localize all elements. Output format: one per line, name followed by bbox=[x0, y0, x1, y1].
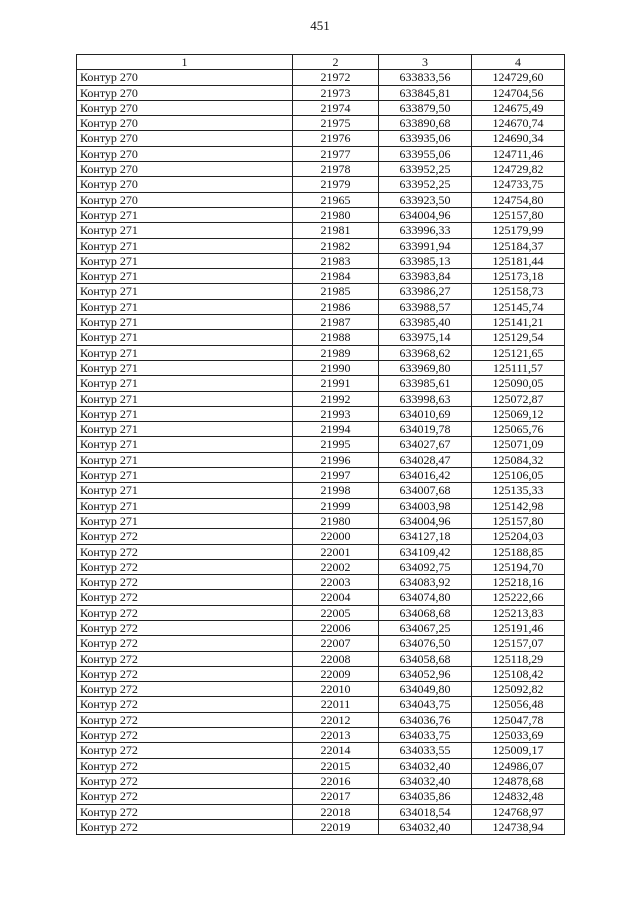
table-row bbox=[77, 483, 565, 498]
x-coordinate-cell: 633998,63 bbox=[379, 391, 472, 406]
x-coordinate-cell: 633988,57 bbox=[379, 299, 472, 314]
y-coordinate-cell: 125071,09 bbox=[472, 437, 565, 452]
y-coordinate-cell: 125118,29 bbox=[472, 651, 565, 666]
table-row bbox=[77, 192, 565, 207]
point-number-cell: 21999 bbox=[293, 498, 379, 513]
point-number-cell: 21990 bbox=[293, 360, 379, 375]
x-coordinate-cell: 633983,84 bbox=[379, 269, 472, 284]
contour-name-cell: Контур 271 bbox=[77, 207, 293, 222]
column-header: 2 bbox=[293, 55, 379, 70]
x-coordinate-cell: 634003,98 bbox=[379, 498, 472, 513]
table-row bbox=[77, 697, 565, 712]
contour-name-cell: Контур 272 bbox=[77, 605, 293, 620]
x-coordinate-cell: 634036,76 bbox=[379, 712, 472, 727]
x-coordinate-cell: 634016,42 bbox=[379, 468, 472, 483]
point-number-cell: 21982 bbox=[293, 238, 379, 253]
point-number-cell: 22001 bbox=[293, 544, 379, 559]
y-coordinate-cell: 125142,98 bbox=[472, 498, 565, 513]
y-coordinate-cell: 125056,48 bbox=[472, 697, 565, 712]
table-row bbox=[77, 330, 565, 345]
y-coordinate-cell: 125222,66 bbox=[472, 590, 565, 605]
y-coordinate-cell: 124768,97 bbox=[472, 804, 565, 819]
point-number-cell: 21981 bbox=[293, 223, 379, 238]
point-number-cell: 21965 bbox=[293, 192, 379, 207]
point-number-cell: 22018 bbox=[293, 804, 379, 819]
x-coordinate-cell: 633996,33 bbox=[379, 223, 472, 238]
point-number-cell: 22008 bbox=[293, 651, 379, 666]
x-coordinate-cell: 634043,75 bbox=[379, 697, 472, 712]
table-row bbox=[77, 575, 565, 590]
y-coordinate-cell: 125084,32 bbox=[472, 452, 565, 467]
point-number-cell: 21987 bbox=[293, 315, 379, 330]
x-coordinate-cell: 634032,40 bbox=[379, 773, 472, 788]
point-number-cell: 22017 bbox=[293, 789, 379, 804]
point-number-cell: 22003 bbox=[293, 575, 379, 590]
contour-name-cell: Контур 272 bbox=[77, 666, 293, 681]
table-row bbox=[77, 468, 565, 483]
x-coordinate-cell: 634092,75 bbox=[379, 559, 472, 574]
contour-name-cell: Контур 271 bbox=[77, 315, 293, 330]
x-coordinate-cell: 634109,42 bbox=[379, 544, 472, 559]
contour-name-cell: Контур 272 bbox=[77, 804, 293, 819]
y-coordinate-cell: 125158,73 bbox=[472, 284, 565, 299]
x-coordinate-cell: 633845,81 bbox=[379, 85, 472, 100]
x-coordinate-cell: 634004,96 bbox=[379, 513, 472, 528]
point-number-cell: 22005 bbox=[293, 605, 379, 620]
x-coordinate-cell: 634049,80 bbox=[379, 682, 472, 697]
point-number-cell: 21998 bbox=[293, 483, 379, 498]
point-number-cell: 22007 bbox=[293, 636, 379, 651]
x-coordinate-cell: 634058,68 bbox=[379, 651, 472, 666]
point-number-cell: 22004 bbox=[293, 590, 379, 605]
y-coordinate-cell: 125121,65 bbox=[472, 345, 565, 360]
x-coordinate-cell: 634027,67 bbox=[379, 437, 472, 452]
contour-name-cell: Контур 272 bbox=[77, 620, 293, 635]
contour-name-cell: Контур 272 bbox=[77, 789, 293, 804]
contour-name-cell: Контур 270 bbox=[77, 177, 293, 192]
contour-name-cell: Контур 272 bbox=[77, 819, 293, 834]
y-coordinate-cell: 125181,44 bbox=[472, 253, 565, 268]
x-coordinate-cell: 634068,68 bbox=[379, 605, 472, 620]
x-coordinate-cell: 633968,62 bbox=[379, 345, 472, 360]
y-coordinate-cell: 124738,94 bbox=[472, 819, 565, 834]
contour-name-cell: Контур 271 bbox=[77, 238, 293, 253]
table-row bbox=[77, 666, 565, 681]
table-row bbox=[77, 299, 565, 314]
point-number-cell: 21991 bbox=[293, 376, 379, 391]
table-row bbox=[77, 85, 565, 100]
x-coordinate-cell: 633952,25 bbox=[379, 177, 472, 192]
y-coordinate-cell: 125213,83 bbox=[472, 605, 565, 620]
y-coordinate-cell: 125069,12 bbox=[472, 406, 565, 421]
x-coordinate-cell: 634074,80 bbox=[379, 590, 472, 605]
contour-name-cell: Контур 270 bbox=[77, 162, 293, 177]
y-coordinate-cell: 125188,85 bbox=[472, 544, 565, 559]
contour-name-cell: Контур 271 bbox=[77, 391, 293, 406]
point-number-cell: 21976 bbox=[293, 131, 379, 146]
table-row bbox=[77, 223, 565, 238]
table-row bbox=[77, 452, 565, 467]
x-coordinate-cell: 633991,94 bbox=[379, 238, 472, 253]
point-number-cell: 22015 bbox=[293, 758, 379, 773]
y-coordinate-cell: 125090,05 bbox=[472, 376, 565, 391]
table-row bbox=[77, 360, 565, 375]
point-number-cell: 21978 bbox=[293, 162, 379, 177]
x-coordinate-cell: 633985,61 bbox=[379, 376, 472, 391]
table-row bbox=[77, 651, 565, 666]
table-row bbox=[77, 207, 565, 222]
x-coordinate-cell: 634083,92 bbox=[379, 575, 472, 590]
contour-name-cell: Контур 271 bbox=[77, 498, 293, 513]
point-number-cell: 22019 bbox=[293, 819, 379, 834]
point-number-cell: 22014 bbox=[293, 743, 379, 758]
point-number-cell: 21997 bbox=[293, 468, 379, 483]
y-coordinate-cell: 124670,74 bbox=[472, 116, 565, 131]
point-number-cell: 21983 bbox=[293, 253, 379, 268]
point-number-cell: 22010 bbox=[293, 682, 379, 697]
y-coordinate-cell: 125191,46 bbox=[472, 620, 565, 635]
x-coordinate-cell: 634010,69 bbox=[379, 406, 472, 421]
x-coordinate-cell: 634052,96 bbox=[379, 666, 472, 681]
x-coordinate-cell: 633879,50 bbox=[379, 100, 472, 115]
point-number-cell: 22002 bbox=[293, 559, 379, 574]
y-coordinate-cell: 125194,70 bbox=[472, 559, 565, 574]
table-row bbox=[77, 376, 565, 391]
point-number-cell: 22013 bbox=[293, 728, 379, 743]
point-number-cell: 22006 bbox=[293, 620, 379, 635]
x-coordinate-cell: 633985,13 bbox=[379, 253, 472, 268]
table-row bbox=[77, 422, 565, 437]
contour-name-cell: Контур 270 bbox=[77, 70, 293, 85]
x-coordinate-cell: 633969,80 bbox=[379, 360, 472, 375]
y-coordinate-cell: 124711,46 bbox=[472, 146, 565, 161]
table-row bbox=[77, 315, 565, 330]
y-coordinate-cell: 125218,16 bbox=[472, 575, 565, 590]
contour-name-cell: Контур 272 bbox=[77, 590, 293, 605]
y-coordinate-cell: 124675,49 bbox=[472, 100, 565, 115]
table-row bbox=[77, 743, 565, 758]
point-number-cell: 21989 bbox=[293, 345, 379, 360]
table-row bbox=[77, 804, 565, 819]
y-coordinate-cell: 124733,75 bbox=[472, 177, 565, 192]
y-coordinate-cell: 124754,80 bbox=[472, 192, 565, 207]
table-row bbox=[77, 819, 565, 834]
contour-name-cell: Контур 272 bbox=[77, 743, 293, 758]
y-coordinate-cell: 125157,80 bbox=[472, 513, 565, 528]
point-number-cell: 22009 bbox=[293, 666, 379, 681]
y-coordinate-cell: 124704,56 bbox=[472, 85, 565, 100]
x-coordinate-cell: 634007,68 bbox=[379, 483, 472, 498]
x-coordinate-cell: 633935,06 bbox=[379, 131, 472, 146]
x-coordinate-cell: 633975,14 bbox=[379, 330, 472, 345]
x-coordinate-cell: 634018,54 bbox=[379, 804, 472, 819]
y-coordinate-cell: 125173,18 bbox=[472, 269, 565, 284]
point-number-cell: 21977 bbox=[293, 146, 379, 161]
table-row bbox=[77, 437, 565, 452]
table-row bbox=[77, 682, 565, 697]
header-row bbox=[77, 55, 565, 70]
table-row bbox=[77, 513, 565, 528]
table-row bbox=[77, 238, 565, 253]
table-row bbox=[77, 162, 565, 177]
contour-name-cell: Контур 272 bbox=[77, 728, 293, 743]
y-coordinate-cell: 125145,74 bbox=[472, 299, 565, 314]
x-coordinate-cell: 634035,86 bbox=[379, 789, 472, 804]
x-coordinate-cell: 634004,96 bbox=[379, 207, 472, 222]
contour-name-cell: Контур 271 bbox=[77, 452, 293, 467]
point-number-cell: 21972 bbox=[293, 70, 379, 85]
contour-name-cell: Контур 271 bbox=[77, 330, 293, 345]
y-coordinate-cell: 124878,68 bbox=[472, 773, 565, 788]
coordinates-table bbox=[76, 54, 565, 835]
point-number-cell: 21994 bbox=[293, 422, 379, 437]
x-coordinate-cell: 634127,18 bbox=[379, 529, 472, 544]
y-coordinate-cell: 124986,07 bbox=[472, 758, 565, 773]
table-row bbox=[77, 590, 565, 605]
contour-name-cell: Контур 272 bbox=[77, 682, 293, 697]
y-coordinate-cell: 125184,37 bbox=[472, 238, 565, 253]
x-coordinate-cell: 634032,40 bbox=[379, 819, 472, 834]
point-number-cell: 21980 bbox=[293, 513, 379, 528]
y-coordinate-cell: 124729,60 bbox=[472, 70, 565, 85]
table-row bbox=[77, 406, 565, 421]
point-number-cell: 21980 bbox=[293, 207, 379, 222]
table-row bbox=[77, 758, 565, 773]
contour-name-cell: Контур 272 bbox=[77, 636, 293, 651]
table-row bbox=[77, 773, 565, 788]
contour-name-cell: Контур 272 bbox=[77, 529, 293, 544]
contour-name-cell: Контур 272 bbox=[77, 758, 293, 773]
table-row bbox=[77, 146, 565, 161]
table-row bbox=[77, 269, 565, 284]
table-row bbox=[77, 131, 565, 146]
contour-name-cell: Контур 272 bbox=[77, 697, 293, 712]
contour-name-cell: Контур 270 bbox=[77, 146, 293, 161]
y-coordinate-cell: 124690,34 bbox=[472, 131, 565, 146]
contour-name-cell: Контур 271 bbox=[77, 345, 293, 360]
y-coordinate-cell: 125179,99 bbox=[472, 223, 565, 238]
table-row bbox=[77, 605, 565, 620]
y-coordinate-cell: 125204,03 bbox=[472, 529, 565, 544]
contour-name-cell: Контур 270 bbox=[77, 131, 293, 146]
point-number-cell: 22000 bbox=[293, 529, 379, 544]
y-coordinate-cell: 125009,17 bbox=[472, 743, 565, 758]
y-coordinate-cell: 125092,82 bbox=[472, 682, 565, 697]
point-number-cell: 21995 bbox=[293, 437, 379, 452]
y-coordinate-cell: 125141,21 bbox=[472, 315, 565, 330]
contour-name-cell: Контур 272 bbox=[77, 651, 293, 666]
point-number-cell: 21996 bbox=[293, 452, 379, 467]
table-row bbox=[77, 789, 565, 804]
contour-name-cell: Контур 271 bbox=[77, 468, 293, 483]
contour-name-cell: Контур 271 bbox=[77, 513, 293, 528]
contour-name-cell: Контур 271 bbox=[77, 406, 293, 421]
y-coordinate-cell: 125111,57 bbox=[472, 360, 565, 375]
contour-name-cell: Контур 271 bbox=[77, 269, 293, 284]
table-row bbox=[77, 636, 565, 651]
contour-name-cell: Контур 271 bbox=[77, 253, 293, 268]
contour-name-cell: Контур 270 bbox=[77, 192, 293, 207]
table-row bbox=[77, 544, 565, 559]
point-number-cell: 22016 bbox=[293, 773, 379, 788]
contour-name-cell: Контур 270 bbox=[77, 100, 293, 115]
x-coordinate-cell: 633952,25 bbox=[379, 162, 472, 177]
x-coordinate-cell: 634032,40 bbox=[379, 758, 472, 773]
contour-name-cell: Контур 272 bbox=[77, 575, 293, 590]
y-coordinate-cell: 125047,78 bbox=[472, 712, 565, 727]
contour-name-cell: Контур 271 bbox=[77, 437, 293, 452]
contour-name-cell: Контур 270 bbox=[77, 116, 293, 131]
y-coordinate-cell: 125106,05 bbox=[472, 468, 565, 483]
contour-name-cell: Контур 270 bbox=[77, 85, 293, 100]
point-number-cell: 21984 bbox=[293, 269, 379, 284]
table-row bbox=[77, 284, 565, 299]
contour-name-cell: Контур 271 bbox=[77, 223, 293, 238]
table-row bbox=[77, 177, 565, 192]
x-coordinate-cell: 634067,25 bbox=[379, 620, 472, 635]
y-coordinate-cell: 125108,42 bbox=[472, 666, 565, 681]
table-row bbox=[77, 728, 565, 743]
point-number-cell: 22012 bbox=[293, 712, 379, 727]
table-body bbox=[77, 70, 565, 835]
contour-name-cell: Контур 271 bbox=[77, 422, 293, 437]
table-row bbox=[77, 253, 565, 268]
contour-name-cell: Контур 271 bbox=[77, 360, 293, 375]
y-coordinate-cell: 124832,48 bbox=[472, 789, 565, 804]
contour-name-cell: Контур 272 bbox=[77, 544, 293, 559]
contour-name-cell: Контур 272 bbox=[77, 712, 293, 727]
table-row bbox=[77, 70, 565, 85]
column-header: 3 bbox=[379, 55, 472, 70]
point-number-cell: 21993 bbox=[293, 406, 379, 421]
x-coordinate-cell: 633985,40 bbox=[379, 315, 472, 330]
table-row bbox=[77, 116, 565, 131]
x-coordinate-cell: 633833,56 bbox=[379, 70, 472, 85]
column-header: 1 bbox=[77, 55, 293, 70]
x-coordinate-cell: 634019,78 bbox=[379, 422, 472, 437]
x-coordinate-cell: 634033,75 bbox=[379, 728, 472, 743]
point-number-cell: 21992 bbox=[293, 391, 379, 406]
table-row bbox=[77, 529, 565, 544]
y-coordinate-cell: 125065,76 bbox=[472, 422, 565, 437]
contour-name-cell: Контур 271 bbox=[77, 299, 293, 314]
table-row bbox=[77, 391, 565, 406]
table-row bbox=[77, 559, 565, 574]
x-coordinate-cell: 633986,27 bbox=[379, 284, 472, 299]
contour-name-cell: Контур 272 bbox=[77, 773, 293, 788]
point-number-cell: 21975 bbox=[293, 116, 379, 131]
page-number: 451 bbox=[310, 18, 330, 33]
x-coordinate-cell: 633890,68 bbox=[379, 116, 472, 131]
table-row bbox=[77, 100, 565, 115]
contour-name-cell: Контур 271 bbox=[77, 376, 293, 391]
point-number-cell: 21974 bbox=[293, 100, 379, 115]
table-row bbox=[77, 498, 565, 513]
point-number-cell: 22011 bbox=[293, 697, 379, 712]
contour-name-cell: Контур 272 bbox=[77, 559, 293, 574]
point-number-cell: 21973 bbox=[293, 85, 379, 100]
point-number-cell: 21988 bbox=[293, 330, 379, 345]
y-coordinate-cell: 125157,80 bbox=[472, 207, 565, 222]
x-coordinate-cell: 634076,50 bbox=[379, 636, 472, 651]
y-coordinate-cell: 125135,33 bbox=[472, 483, 565, 498]
y-coordinate-cell: 125072,87 bbox=[472, 391, 565, 406]
y-coordinate-cell: 124729,82 bbox=[472, 162, 565, 177]
y-coordinate-cell: 125157,07 bbox=[472, 636, 565, 651]
x-coordinate-cell: 633923,50 bbox=[379, 192, 472, 207]
y-coordinate-cell: 125033,69 bbox=[472, 728, 565, 743]
table-row bbox=[77, 712, 565, 727]
contour-name-cell: Контур 271 bbox=[77, 483, 293, 498]
y-coordinate-cell: 125129,54 bbox=[472, 330, 565, 345]
column-header: 4 bbox=[472, 55, 565, 70]
contour-name-cell: Контур 271 bbox=[77, 284, 293, 299]
point-number-cell: 21985 bbox=[293, 284, 379, 299]
table-row bbox=[77, 620, 565, 635]
point-number-cell: 21986 bbox=[293, 299, 379, 314]
x-coordinate-cell: 634033,55 bbox=[379, 743, 472, 758]
table-row bbox=[77, 345, 565, 360]
x-coordinate-cell: 633955,06 bbox=[379, 146, 472, 161]
x-coordinate-cell: 634028,47 bbox=[379, 452, 472, 467]
point-number-cell: 21979 bbox=[293, 177, 379, 192]
